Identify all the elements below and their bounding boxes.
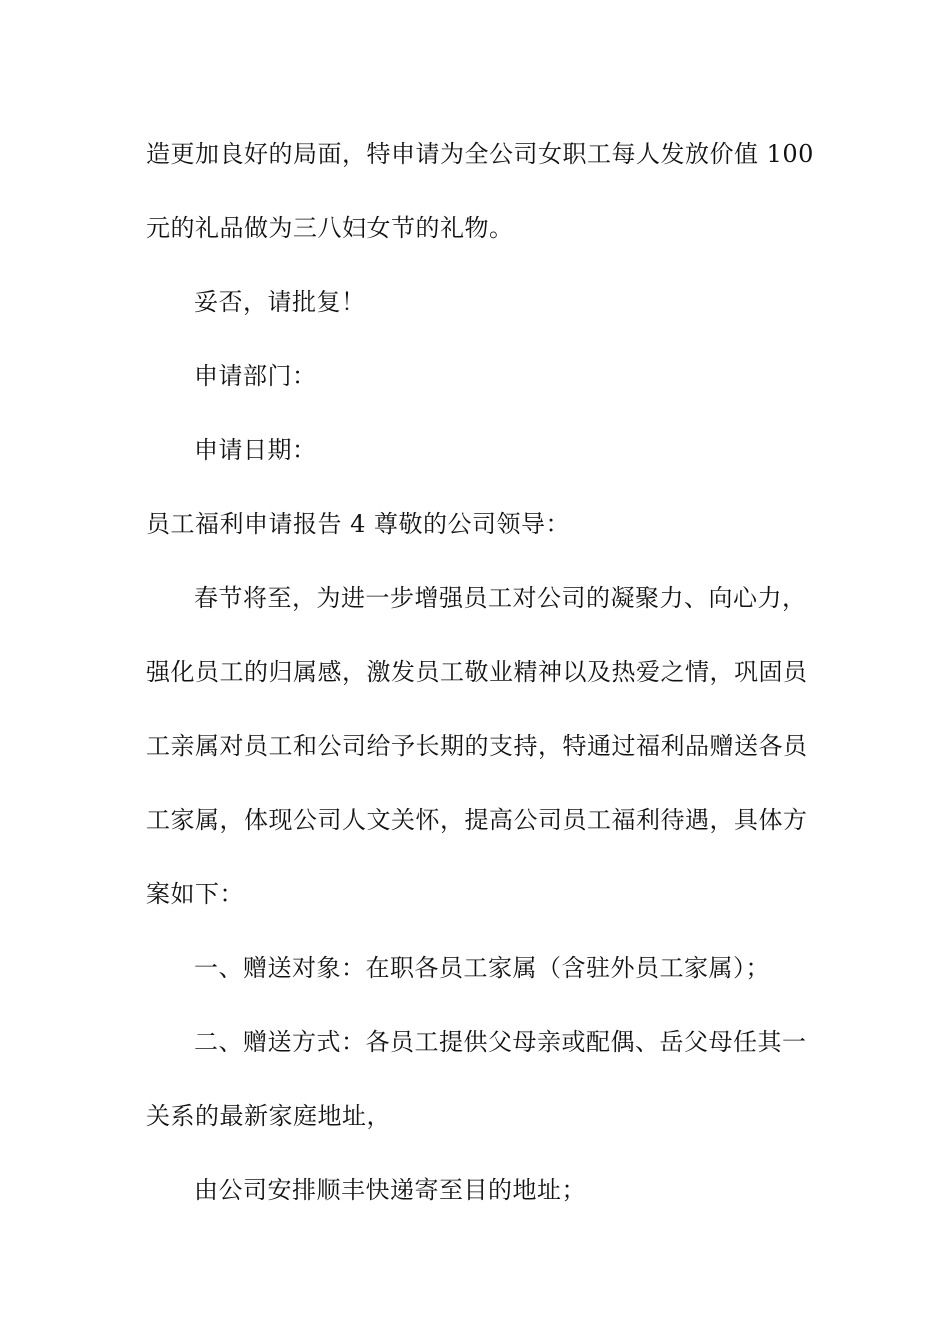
text-line: 案如下： (146, 880, 244, 908)
text-line: 申请日期： (194, 436, 317, 464)
text-line: 工亲属对员工和公司给予长期的支持，特通过福利品赠送各员 (146, 732, 808, 760)
text-line: 造更加良好的局面，特申请为全公司女职工每人发放价值 100 (146, 140, 814, 168)
text-line: 春节将至，为进一步增强员工对公司的凝聚力、向心力， (194, 584, 807, 612)
text-line: 妥否，请批复！ (194, 288, 366, 316)
text-line: 强化员工的归属感，激发员工敬业精神以及热爱之情，巩固员 (146, 658, 808, 686)
text-line: 二、赠送方式：各员工提供父母亲或配偶、岳父母任其一 (194, 1028, 807, 1056)
text-line: 申请部门： (194, 362, 317, 390)
text-line: 由公司安排顺丰快递寄至目的地址； (194, 1176, 586, 1204)
text-line: 关系的最新家庭地址， (146, 1102, 391, 1130)
text-line: 一、赠送对象：在职各员工家属（含驻外员工家属）； (194, 954, 770, 982)
text-line: 工家属，体现公司人文关怀，提高公司员工福利待遇，具体方 (146, 806, 808, 834)
text-line: 元的礼品做为三八妇女节的礼物。 (146, 214, 514, 242)
text-line: 员工福利申请报告 4 尊敬的公司领导： (146, 510, 571, 538)
